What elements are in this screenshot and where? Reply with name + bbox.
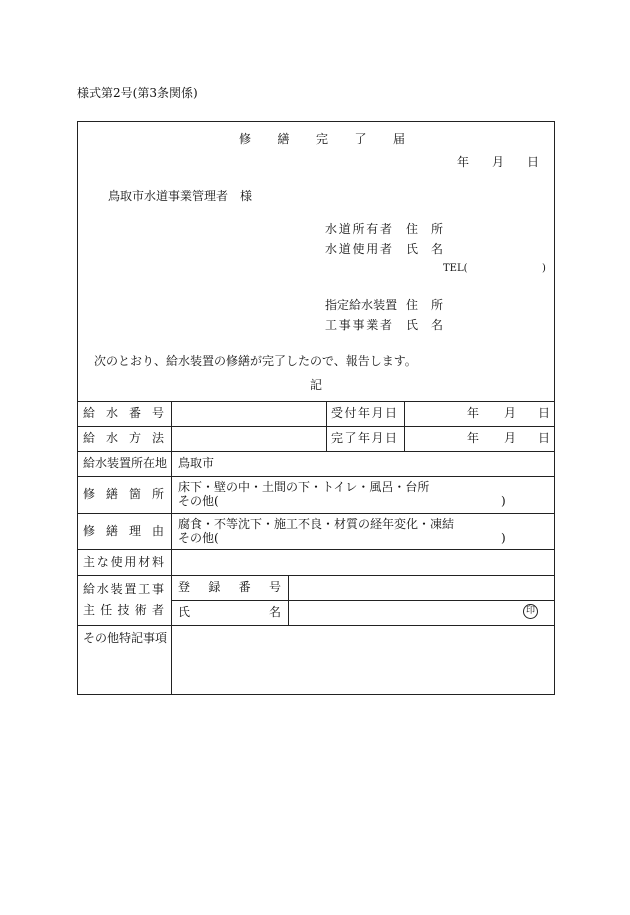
form-title: 修 繕 完 了 届 [239, 132, 405, 146]
engineer-label-2: 主 任 技 術 者 [83, 603, 164, 617]
owner-label: 水 道 所 有 者 [325, 222, 392, 236]
date-month: 月 [492, 155, 505, 169]
location-value: 鳥取市 [178, 456, 215, 470]
repair-place-label: 修 繕 箇 所 [83, 487, 164, 501]
column-divider [288, 575, 289, 625]
user-name-label-1: 氏 [406, 242, 419, 256]
engineer-name-label: 氏 名 [178, 605, 281, 619]
repair-reason-other: その他( [178, 531, 219, 545]
receipt-month: 月 [504, 406, 517, 420]
column-divider [171, 401, 172, 695]
row-divider [77, 401, 555, 402]
row-divider [77, 426, 555, 427]
completion-year: 年 [467, 431, 480, 445]
repair-reason-other-close: ) [501, 531, 506, 545]
engineer-label-1: 給 水 装 置 工 事 [83, 582, 164, 596]
row-divider [77, 549, 555, 550]
supply-number-label: 給 水 番 号 [83, 406, 164, 420]
row-divider [77, 476, 555, 477]
notes-label: その他特記事項 [83, 631, 168, 645]
user-label: 水 道 使 用 者 [325, 242, 392, 256]
contractor-label: 指 定 給 水 装 置 [325, 298, 398, 312]
column-divider [326, 401, 327, 451]
row-divider [171, 600, 555, 601]
row-divider [77, 625, 555, 626]
addressee: 鳥取市水道事業管理者 様 [108, 189, 253, 203]
row-divider [77, 513, 555, 514]
owner-address-label-2: 所 [431, 222, 444, 236]
receipt-year: 年 [467, 406, 480, 420]
column-divider [404, 401, 405, 451]
business-name-label-1: 氏 [406, 318, 419, 332]
repair-reason-options: 腐食・不等沈下・施工不良・材質の経年変化・凍結 [178, 517, 455, 531]
record-label: 記 [310, 378, 323, 392]
materials-label: 主 な 使 用 材 料 [83, 555, 164, 569]
contractor-address-label-1: 住 [406, 298, 419, 312]
intro-text: 次のとおり、給水装置の修繕が完了したので、報告します。 [94, 354, 417, 368]
completion-month: 月 [504, 431, 517, 445]
repair-place-options: 床下・壁の中・土間の下・トイレ・風呂・台所 [178, 480, 430, 494]
repair-place-other: その他( [178, 494, 219, 508]
completion-date-label: 完 了 年 月 日 [331, 431, 397, 445]
tel-close: ) [542, 263, 546, 274]
row-divider [77, 575, 555, 576]
tel-label: TEL( [443, 263, 468, 274]
seal-mark: 印 [523, 604, 538, 619]
repair-reason-label: 修 繕 理 由 [83, 524, 164, 538]
location-label: 給水装置所在地 [83, 456, 168, 470]
receipt-day: 日 [538, 406, 551, 420]
date-year: 年 [457, 155, 470, 169]
business-label: 工 事 事 業 者 [325, 318, 392, 332]
form-number: 様式第2号(第3条関係) [77, 86, 198, 100]
row-divider [77, 451, 555, 452]
completion-day: 日 [538, 431, 551, 445]
receipt-date-label: 受 付 年 月 日 [331, 406, 397, 420]
supply-method-label: 給 水 方 法 [83, 431, 164, 445]
owner-address-label-1: 住 [406, 222, 419, 236]
repair-place-other-close: ) [501, 494, 506, 508]
user-name-label-2: 名 [431, 242, 444, 256]
date-day: 日 [527, 155, 540, 169]
registration-number-label: 登 録 番 号 [178, 580, 281, 594]
business-name-label-2: 名 [431, 318, 444, 332]
contractor-address-label-2: 所 [431, 298, 444, 312]
